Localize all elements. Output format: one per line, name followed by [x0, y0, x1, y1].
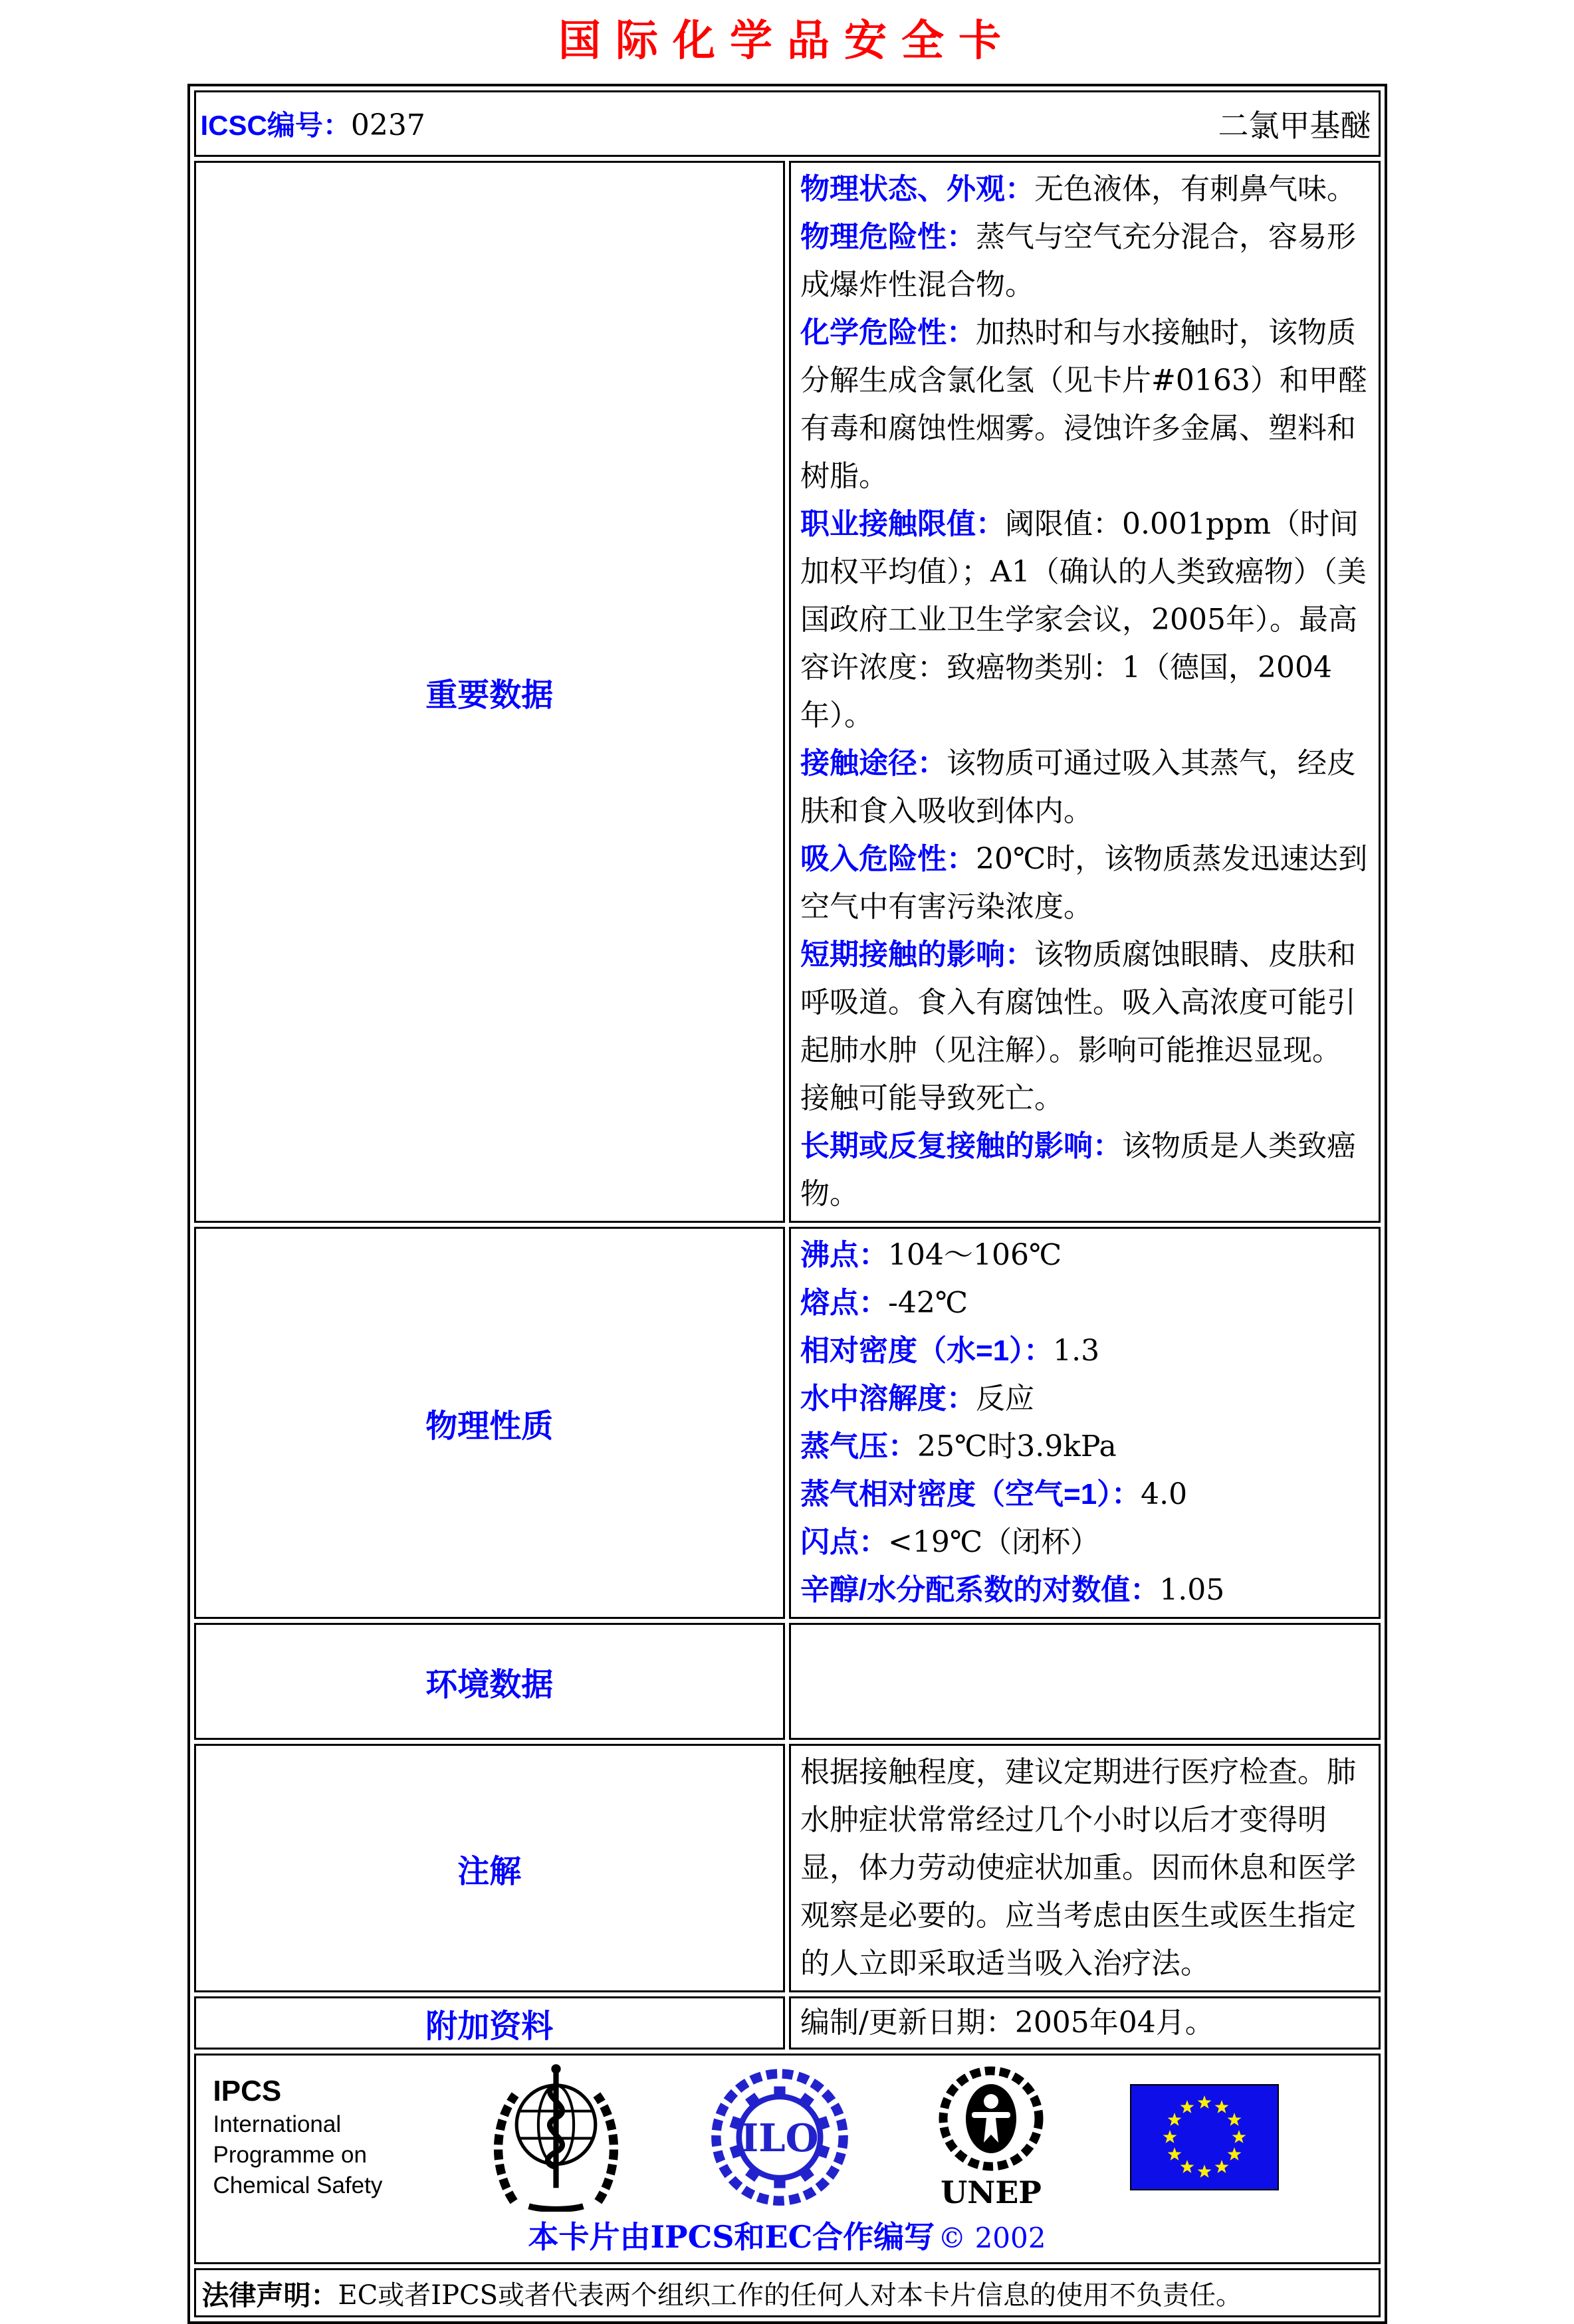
- section-label-physical-properties: 物理性质: [425, 1408, 554, 1444]
- logos-strip: [196, 2060, 1379, 2212]
- who-logo-icon: [488, 2062, 624, 2212]
- ipcs-line: International: [213, 2111, 342, 2137]
- data-item: 化学危险性：加热时和与水接触时，该物质分解生成含氯化氢（见卡片#0163）和甲醛有毒和腐蚀性烟雾。浸蚀许多金属、塑料和树脂。: [800, 316, 1367, 493]
- unep-block: [935, 2064, 1048, 2210]
- unep-logo-icon: [935, 2064, 1048, 2178]
- ipcs-line: Chemical Safety: [213, 2172, 383, 2198]
- chemical-name: 二氯甲基醚: [1218, 108, 1371, 144]
- additional-info-text: 编制/更新日期：2005年04月。: [800, 2006, 1214, 2040]
- icsc-number-group: [201, 104, 425, 144]
- notes-body: [789, 1744, 1381, 1992]
- physical-properties-body: [789, 1227, 1381, 1619]
- section-label-additional-info: 附加资料: [425, 2008, 554, 2044]
- environmental-data-row: [194, 1623, 1381, 1740]
- caption-line: [196, 2213, 1379, 2257]
- ipcs-line: Programme on: [213, 2141, 367, 2168]
- legal-text: EC或者IPCS或者代表两个组织工作的任何人对本卡片信息的使用不负责任。: [338, 2279, 1243, 2311]
- property-item: 辛醇/水分配系数的对数值：1.05: [800, 1573, 1225, 1607]
- property-item: 相对密度（水=1）：1.3: [800, 1334, 1100, 1368]
- data-item: 长期或反复接触的影响：该物质是人类致癌物。: [800, 1129, 1356, 1211]
- legal-row: [194, 2268, 1381, 2317]
- important-data-row: [194, 161, 1381, 1223]
- data-item: 吸入危险性：20℃时，该物质蒸发迅速达到空气中有害污染浓度。: [800, 842, 1368, 924]
- data-item: 物理状态、外观：无色液体，有刺鼻气味。: [800, 172, 1356, 206]
- data-item: 物理危险性：蒸气与空气充分混合，容易形成爆炸性混合物。: [800, 220, 1356, 302]
- ilo-logo-icon: [707, 2064, 853, 2210]
- property-item: 蒸气压：25℃时3.9kPa: [800, 1429, 1117, 1463]
- section-label-notes: 注解: [457, 1853, 522, 1889]
- unep-label: UNEP: [941, 2174, 1042, 2210]
- property-item: 熔点：-42℃: [800, 1286, 968, 1320]
- property-item: 闪点：<19℃（闭杯）: [800, 1525, 1100, 1559]
- section-label-environmental-data: 环境数据: [425, 1667, 554, 1703]
- notes-text: 根据接触程度，建议定期进行医疗检查。肺水肿症状常常经过几个小时以后才变得明显，体力劳动使症状加重。因而休息和医学观察是必要的。应当考虑由医生或医生指定的人立即采取适当吸入治疗法。: [800, 1755, 1356, 1980]
- additional-info-body: [789, 1996, 1381, 2050]
- caption-copyright: © 2002: [938, 2222, 1046, 2254]
- property-item: 水中溶解度：反应: [800, 1382, 1034, 1416]
- important-data-body: [789, 161, 1381, 1223]
- physical-properties-row: [194, 1227, 1381, 1619]
- data-item: 短期接触的影响：该物质腐蚀眼睛、皮肤和呼吸道。食入有腐蚀性。吸入高浓度可能引起肺水肿（见注解）。影响可能推迟显现。接触可能导致死亡。: [800, 938, 1356, 1115]
- organisations-row: [194, 2054, 1381, 2264]
- header-bar: [197, 93, 1378, 154]
- environmental-data-body: [789, 1623, 1381, 1740]
- data-item: 接触途径：该物质可通过吸入其蒸气，经皮肤和食入吸收到体内。: [800, 746, 1356, 828]
- svg-text:ILO: ILO: [740, 2115, 819, 2161]
- eu-flag-icon: [1130, 2084, 1279, 2190]
- icsc-number-label: ICSC编号：: [200, 110, 351, 141]
- data-item: 职业接触限值：阈限值：0.001ppm（时间加权平均值）；A1（确认的人类致癌物）（美国政府工业卫生学家会议，2005年）。最高容许浓度：致癌物类别：1（德国，2004年）。: [800, 507, 1367, 732]
- header-row: [194, 90, 1381, 157]
- notes-row: [194, 1744, 1381, 1992]
- section-label-important-data: 重要数据: [425, 677, 554, 713]
- caption-text: 本卡片由IPCS和EC合作编写: [528, 2219, 935, 2255]
- ipcs-text-block: [213, 2073, 406, 2201]
- legal-label: 法律声明：: [201, 2279, 338, 2311]
- legal-bar: [197, 2271, 1378, 2315]
- additional-info-row: [194, 1996, 1381, 2050]
- icsc-number-value: 0237: [350, 108, 425, 142]
- ipcs-acronym: IPCS: [213, 2074, 282, 2107]
- page-title: 国际化学品安全卡: [558, 16, 1016, 66]
- property-item: 沸点：104～106℃: [800, 1238, 1062, 1272]
- property-item: 蒸气相对密度（空气=1）：4.0: [800, 1477, 1188, 1511]
- safety-card-table: [187, 84, 1387, 2324]
